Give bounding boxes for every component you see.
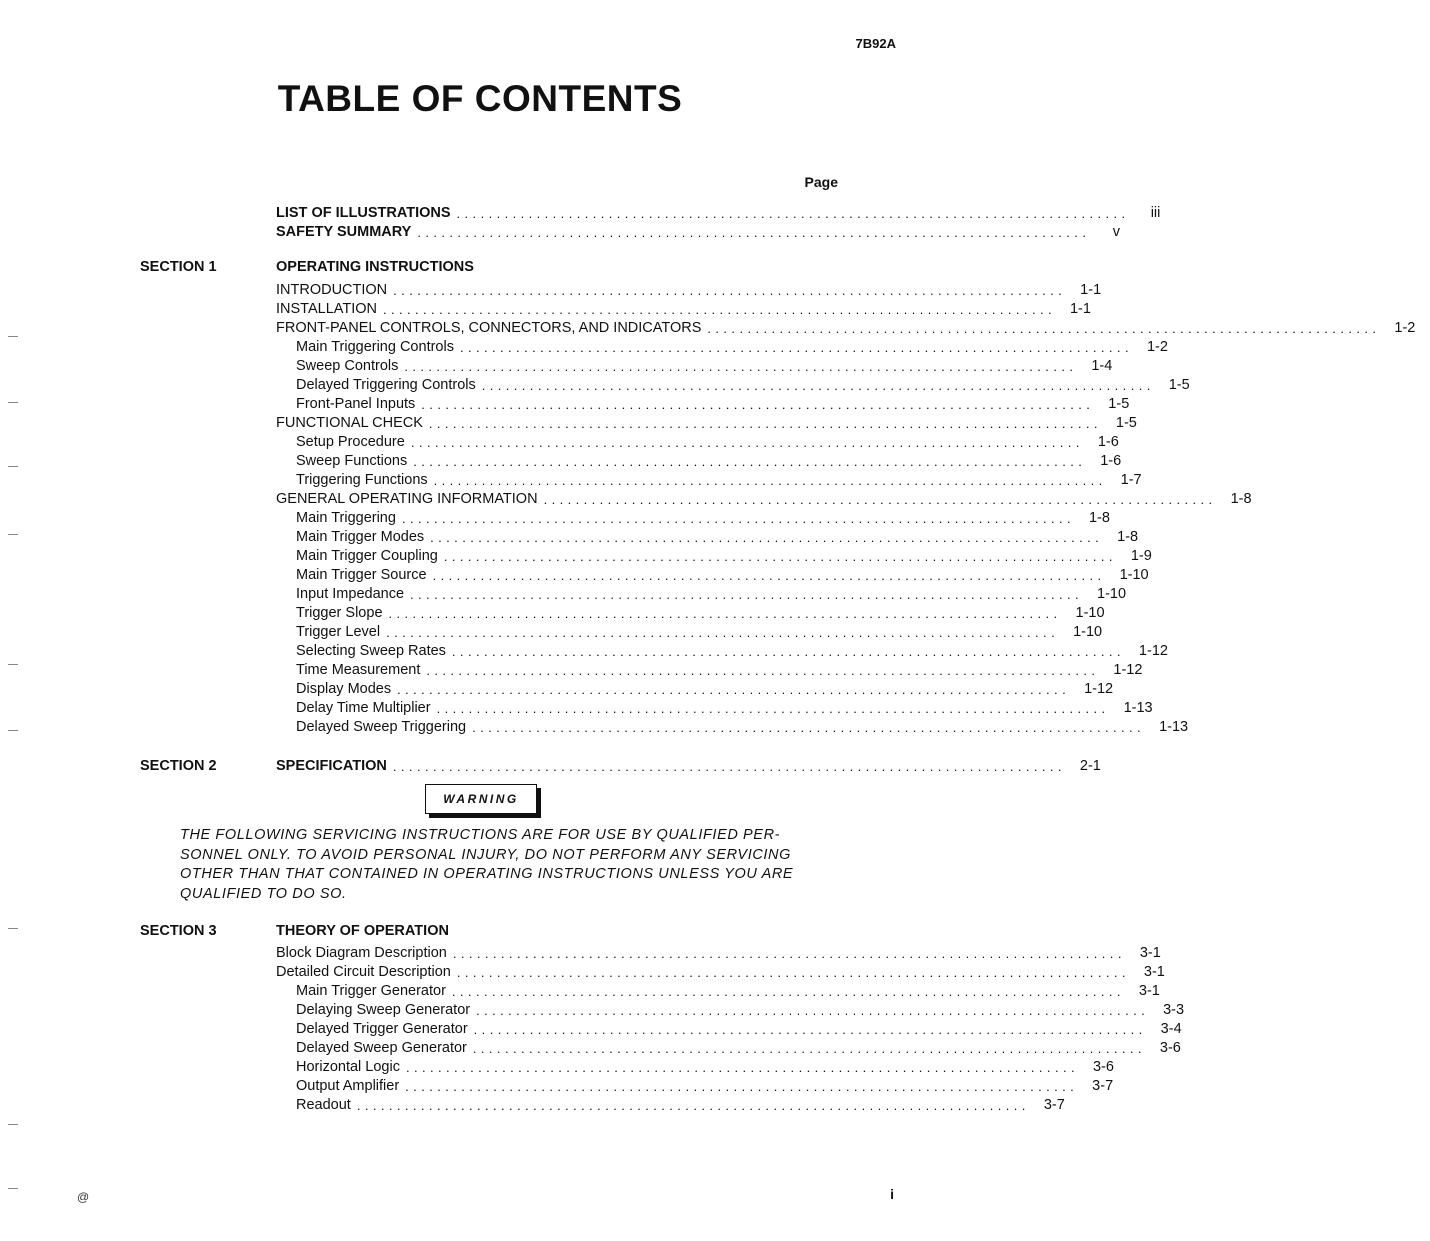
- toc-entry-page: 3-3: [1163, 1002, 1185, 1018]
- leader-dots: ....................................................................................: [456, 965, 1130, 980]
- toc-entry-label: Input Impedance: [296, 586, 405, 602]
- toc-entry-label: Sweep Functions: [296, 453, 408, 469]
- toc-entry-page: 1-12: [1084, 681, 1114, 697]
- leader-dots: ....................................................................................: [436, 701, 1110, 716]
- toc-subentry[interactable]: [296, 1094, 1065, 1113]
- toc-entry-label: Delayed Sweep Generator: [296, 1040, 467, 1056]
- toc-subentry[interactable]: [296, 1075, 1114, 1094]
- leader-dots: ....................................................................................: [456, 206, 1130, 221]
- toc-entry-label: FRONT-PANEL CONTROLS, CONNECTORS, AND INDICATORS: [276, 320, 702, 336]
- scan-margin-tick: [8, 402, 18, 403]
- leader-dots: ....................................................................................: [432, 568, 1106, 583]
- toc-entry-page: 3-6: [1159, 1040, 1181, 1056]
- toc-entry-page: 3-4: [1160, 1021, 1182, 1037]
- footer-mark: @: [77, 1190, 90, 1204]
- toc-entry-page: 1-5: [1115, 415, 1137, 431]
- toc-entry-page: 1-10: [1097, 586, 1127, 602]
- section-2-heading: SPECIFICATION: [276, 758, 387, 774]
- toc-entry-page: 1-6: [1097, 434, 1119, 450]
- leader-dots: ....................................................................................: [410, 587, 1084, 602]
- leader-dots: ....................................................................................: [405, 1060, 1079, 1075]
- toc-entry[interactable]: [276, 942, 1161, 961]
- toc-entry-page: 1-1: [1069, 301, 1091, 317]
- toc-subentry[interactable]: [296, 999, 1185, 1018]
- leader-dots: ....................................................................................: [428, 416, 1102, 431]
- toc-subentry[interactable]: [296, 507, 1110, 526]
- leader-dots: ....................................................................................: [401, 511, 1075, 526]
- toc-subentry[interactable]: [296, 716, 1189, 735]
- toc-entry-page: 1-2: [1146, 339, 1168, 355]
- toc-entry[interactable]: [276, 488, 1252, 507]
- toc-subentry[interactable]: [296, 659, 1143, 678]
- toc-entry-label: Main Trigger Source: [296, 567, 427, 583]
- toc-subentry[interactable]: [296, 621, 1103, 640]
- leader-dots: ....................................................................................: [476, 1003, 1150, 1018]
- toc-entry-label: Delayed Sweep Triggering: [296, 719, 467, 735]
- toc-entry-page: 1-10: [1073, 624, 1103, 640]
- toc-entry-safety-summary[interactable]: [276, 221, 1120, 240]
- toc-entry-page: 1-7: [1120, 472, 1142, 488]
- scan-margin-tick: [8, 534, 18, 535]
- leader-dots: ....................................................................................: [356, 1098, 1030, 1113]
- leader-dots: ....................................................................................: [430, 530, 1104, 545]
- toc-entry-label: Triggering Functions: [296, 472, 428, 488]
- toc-entry-label: Main Triggering Controls: [296, 339, 454, 355]
- toc-entry-label: Output Amplifier: [296, 1078, 400, 1094]
- leader-dots: ....................................................................................: [405, 1079, 1079, 1094]
- toc-entry-page: 1-8: [1117, 529, 1139, 545]
- toc-entry-page: 1-8: [1088, 510, 1110, 526]
- scan-margin-tick: [8, 466, 18, 467]
- toc-entry[interactable]: [276, 412, 1137, 431]
- toc-entry-page: 1-5: [1168, 377, 1190, 393]
- toc-entry-label: Main Triggering: [296, 510, 396, 526]
- toc-subentry[interactable]: [296, 526, 1139, 545]
- toc-entry-page: 1-2: [1394, 320, 1416, 336]
- leader-dots: ....................................................................................: [421, 397, 1095, 412]
- leader-dots: ....................................................................................: [472, 720, 1146, 735]
- toc-subentry[interactable]: [296, 640, 1168, 659]
- toc-subentry[interactable]: [296, 545, 1152, 564]
- toc-entry-label: LIST OF ILLUSTRATIONS: [276, 205, 451, 221]
- toc-entry-page: 1-9: [1130, 548, 1152, 564]
- scan-margin-tick: [8, 730, 18, 731]
- toc-subentry[interactable]: [296, 336, 1168, 355]
- leader-dots: ....................................................................................: [481, 378, 1155, 393]
- toc-entry-label: Horizontal Logic: [296, 1059, 400, 1075]
- leader-dots: ....................................................................................: [410, 435, 1084, 450]
- toc-subentry[interactable]: [296, 431, 1119, 450]
- toc-entry-page: 1-12: [1113, 662, 1143, 678]
- toc-entry-label: INTRODUCTION: [276, 282, 388, 298]
- toc-subentry[interactable]: [296, 602, 1105, 621]
- leader-dots: ....................................................................................: [707, 321, 1381, 336]
- toc-entry-label: GENERAL OPERATING INFORMATION: [276, 491, 538, 507]
- toc-entry-page: 3-7: [1043, 1097, 1065, 1113]
- leader-dots: ....................................................................................: [386, 625, 1060, 640]
- page-column-label: Page: [804, 174, 838, 190]
- leader-dots: ....................................................................................: [392, 759, 1066, 774]
- toc-entry-page: 1-13: [1123, 700, 1153, 716]
- toc-entry-page: 1-5: [1108, 396, 1130, 412]
- toc-entry-page: 3-1: [1138, 983, 1160, 999]
- toc-entry-label: Main Trigger Coupling: [296, 548, 438, 564]
- toc-entry-label: Main Trigger Modes: [296, 529, 425, 545]
- toc-entry-label: Detailed Circuit Description: [276, 964, 451, 980]
- section-1-label: SECTION 1: [140, 259, 217, 275]
- model-number: 7B92A: [855, 36, 896, 51]
- warning-text: THE FOLLOWING SERVICING INSTRUCTIONS ARE FOR USE BY QUALIFIED PER-SONNEL ONLY. TO AVOID PERSONAL INJURY, DO NOT PERFORM ANY SERVICING OTHER THAN THAT CONTAINED IN OPERATING INSTRUCTIONS UNLESS YOU ARE QUALIFIED TO DO SO.: [180, 827, 794, 902]
- toc-entry-page: 1-4: [1091, 358, 1113, 374]
- section-3-heading[interactable]: THEORY OF OPERATION: [276, 923, 449, 939]
- toc-subentry[interactable]: [296, 393, 1130, 412]
- toc-entry-page: 1-1: [1080, 282, 1102, 298]
- toc-subentry[interactable]: [296, 374, 1190, 393]
- toc-entry-label: Delay Time Multiplier: [296, 700, 431, 716]
- toc-entry-label: Sweep Controls: [296, 358, 399, 374]
- toc-entry-label: FUNCTIONAL CHECK: [276, 415, 423, 431]
- leader-dots: ....................................................................................: [452, 946, 1126, 961]
- toc-subentry[interactable]: [296, 1037, 1181, 1056]
- toc-entry-page: 2-1: [1079, 758, 1101, 774]
- toc-entry[interactable]: [276, 298, 1091, 317]
- toc-entry-page: 3-6: [1092, 1059, 1114, 1075]
- leader-dots: ....................................................................................: [473, 1022, 1147, 1037]
- page-number: i: [890, 1186, 894, 1202]
- toc-entry-label: Delayed Triggering Controls: [296, 377, 476, 393]
- toc-entry-page: 3-7: [1092, 1078, 1114, 1094]
- scan-margin-tick: [8, 1188, 18, 1189]
- leader-dots: ....................................................................................: [451, 644, 1125, 659]
- toc-subentry[interactable]: [296, 678, 1114, 697]
- toc-subentry[interactable]: [296, 469, 1142, 488]
- toc-entry-page: v: [1112, 224, 1120, 240]
- leader-dots: ....................................................................................: [459, 340, 1133, 355]
- toc-entry-label: Delayed Trigger Generator: [296, 1021, 468, 1037]
- toc-subentry[interactable]: [296, 697, 1153, 716]
- toc-entry-label: Trigger Level: [296, 624, 381, 640]
- section-3-label: SECTION 3: [140, 923, 217, 939]
- leader-dots: ....................................................................................: [388, 606, 1062, 621]
- leader-dots: ....................................................................................: [451, 984, 1125, 999]
- warning-badge: WARNING: [425, 784, 537, 814]
- toc-subentry[interactable]: [296, 583, 1127, 602]
- page-title: TABLE OF CONTENTS: [277, 78, 683, 119]
- toc-entry-page: iii: [1150, 205, 1161, 221]
- toc-entry-label: Readout: [296, 1097, 351, 1113]
- toc-subentry[interactable]: [296, 450, 1122, 469]
- toc-entry-page: 3-1: [1143, 964, 1165, 980]
- toc-entry-label: SAFETY SUMMARY: [276, 224, 412, 240]
- scan-margin-tick: [8, 664, 18, 665]
- leader-dots: ....................................................................................: [426, 663, 1100, 678]
- toc-entry-page: 1-10: [1119, 567, 1149, 583]
- toc-subentry[interactable]: [296, 1056, 1114, 1075]
- scan-margin-tick: [8, 336, 18, 337]
- toc-entry[interactable]: [276, 317, 1416, 336]
- toc-entry-label: Time Measurement: [296, 662, 421, 678]
- leader-dots: ....................................................................................: [543, 492, 1217, 507]
- leader-dots: ....................................................................................: [413, 454, 1087, 469]
- toc-entry-page: 1-10: [1075, 605, 1105, 621]
- leader-dots: ....................................................................................: [433, 473, 1107, 488]
- toc-entry-page: 1-12: [1138, 643, 1168, 659]
- toc-subentry[interactable]: [296, 355, 1113, 374]
- toc-entry-label: Display Modes: [296, 681, 392, 697]
- toc-entry-label: Selecting Sweep Rates: [296, 643, 446, 659]
- leader-dots: ....................................................................................: [443, 549, 1117, 564]
- scan-margin-tick: [8, 928, 18, 929]
- leader-dots: ....................................................................................: [472, 1041, 1146, 1056]
- toc-entry[interactable]: [276, 961, 1165, 980]
- toc-entry-label: Setup Procedure: [296, 434, 405, 450]
- toc-subentry[interactable]: [296, 564, 1149, 583]
- leader-dots: ....................................................................................: [404, 359, 1078, 374]
- leader-dots: ....................................................................................: [393, 283, 1067, 298]
- toc-entry-page: 1-8: [1230, 491, 1252, 507]
- toc-entry-label: Block Diagram Description: [276, 945, 447, 961]
- toc-entry-list-of-illustrations[interactable]: [276, 202, 1161, 221]
- toc-entry-label: Delaying Sweep Generator: [296, 1002, 471, 1018]
- toc-entry-page: 1-13: [1159, 719, 1189, 735]
- leader-dots: ....................................................................................: [417, 225, 1091, 240]
- toc-entry-label: INSTALLATION: [276, 301, 377, 317]
- toc-subentry[interactable]: [296, 1018, 1182, 1037]
- leader-dots: ....................................................................................: [382, 302, 1056, 317]
- toc-subentry[interactable]: [296, 980, 1160, 999]
- toc-entry-page: 3-1: [1139, 945, 1161, 961]
- toc-entry-label: Main Trigger Generator: [296, 983, 446, 999]
- toc-entry[interactable]: [276, 279, 1102, 298]
- leader-dots: ....................................................................................: [397, 682, 1071, 697]
- toc-entry-label: Trigger Slope: [296, 605, 383, 621]
- section-2-label: SECTION 2: [140, 758, 217, 774]
- toc-entry-page: 1-6: [1100, 453, 1122, 469]
- scan-margin-tick: [8, 1124, 18, 1125]
- toc-entry-specification[interactable]: [276, 755, 1101, 774]
- section-1-heading[interactable]: OPERATING INSTRUCTIONS: [276, 259, 474, 275]
- toc-entry-label: Front-Panel Inputs: [296, 396, 416, 412]
